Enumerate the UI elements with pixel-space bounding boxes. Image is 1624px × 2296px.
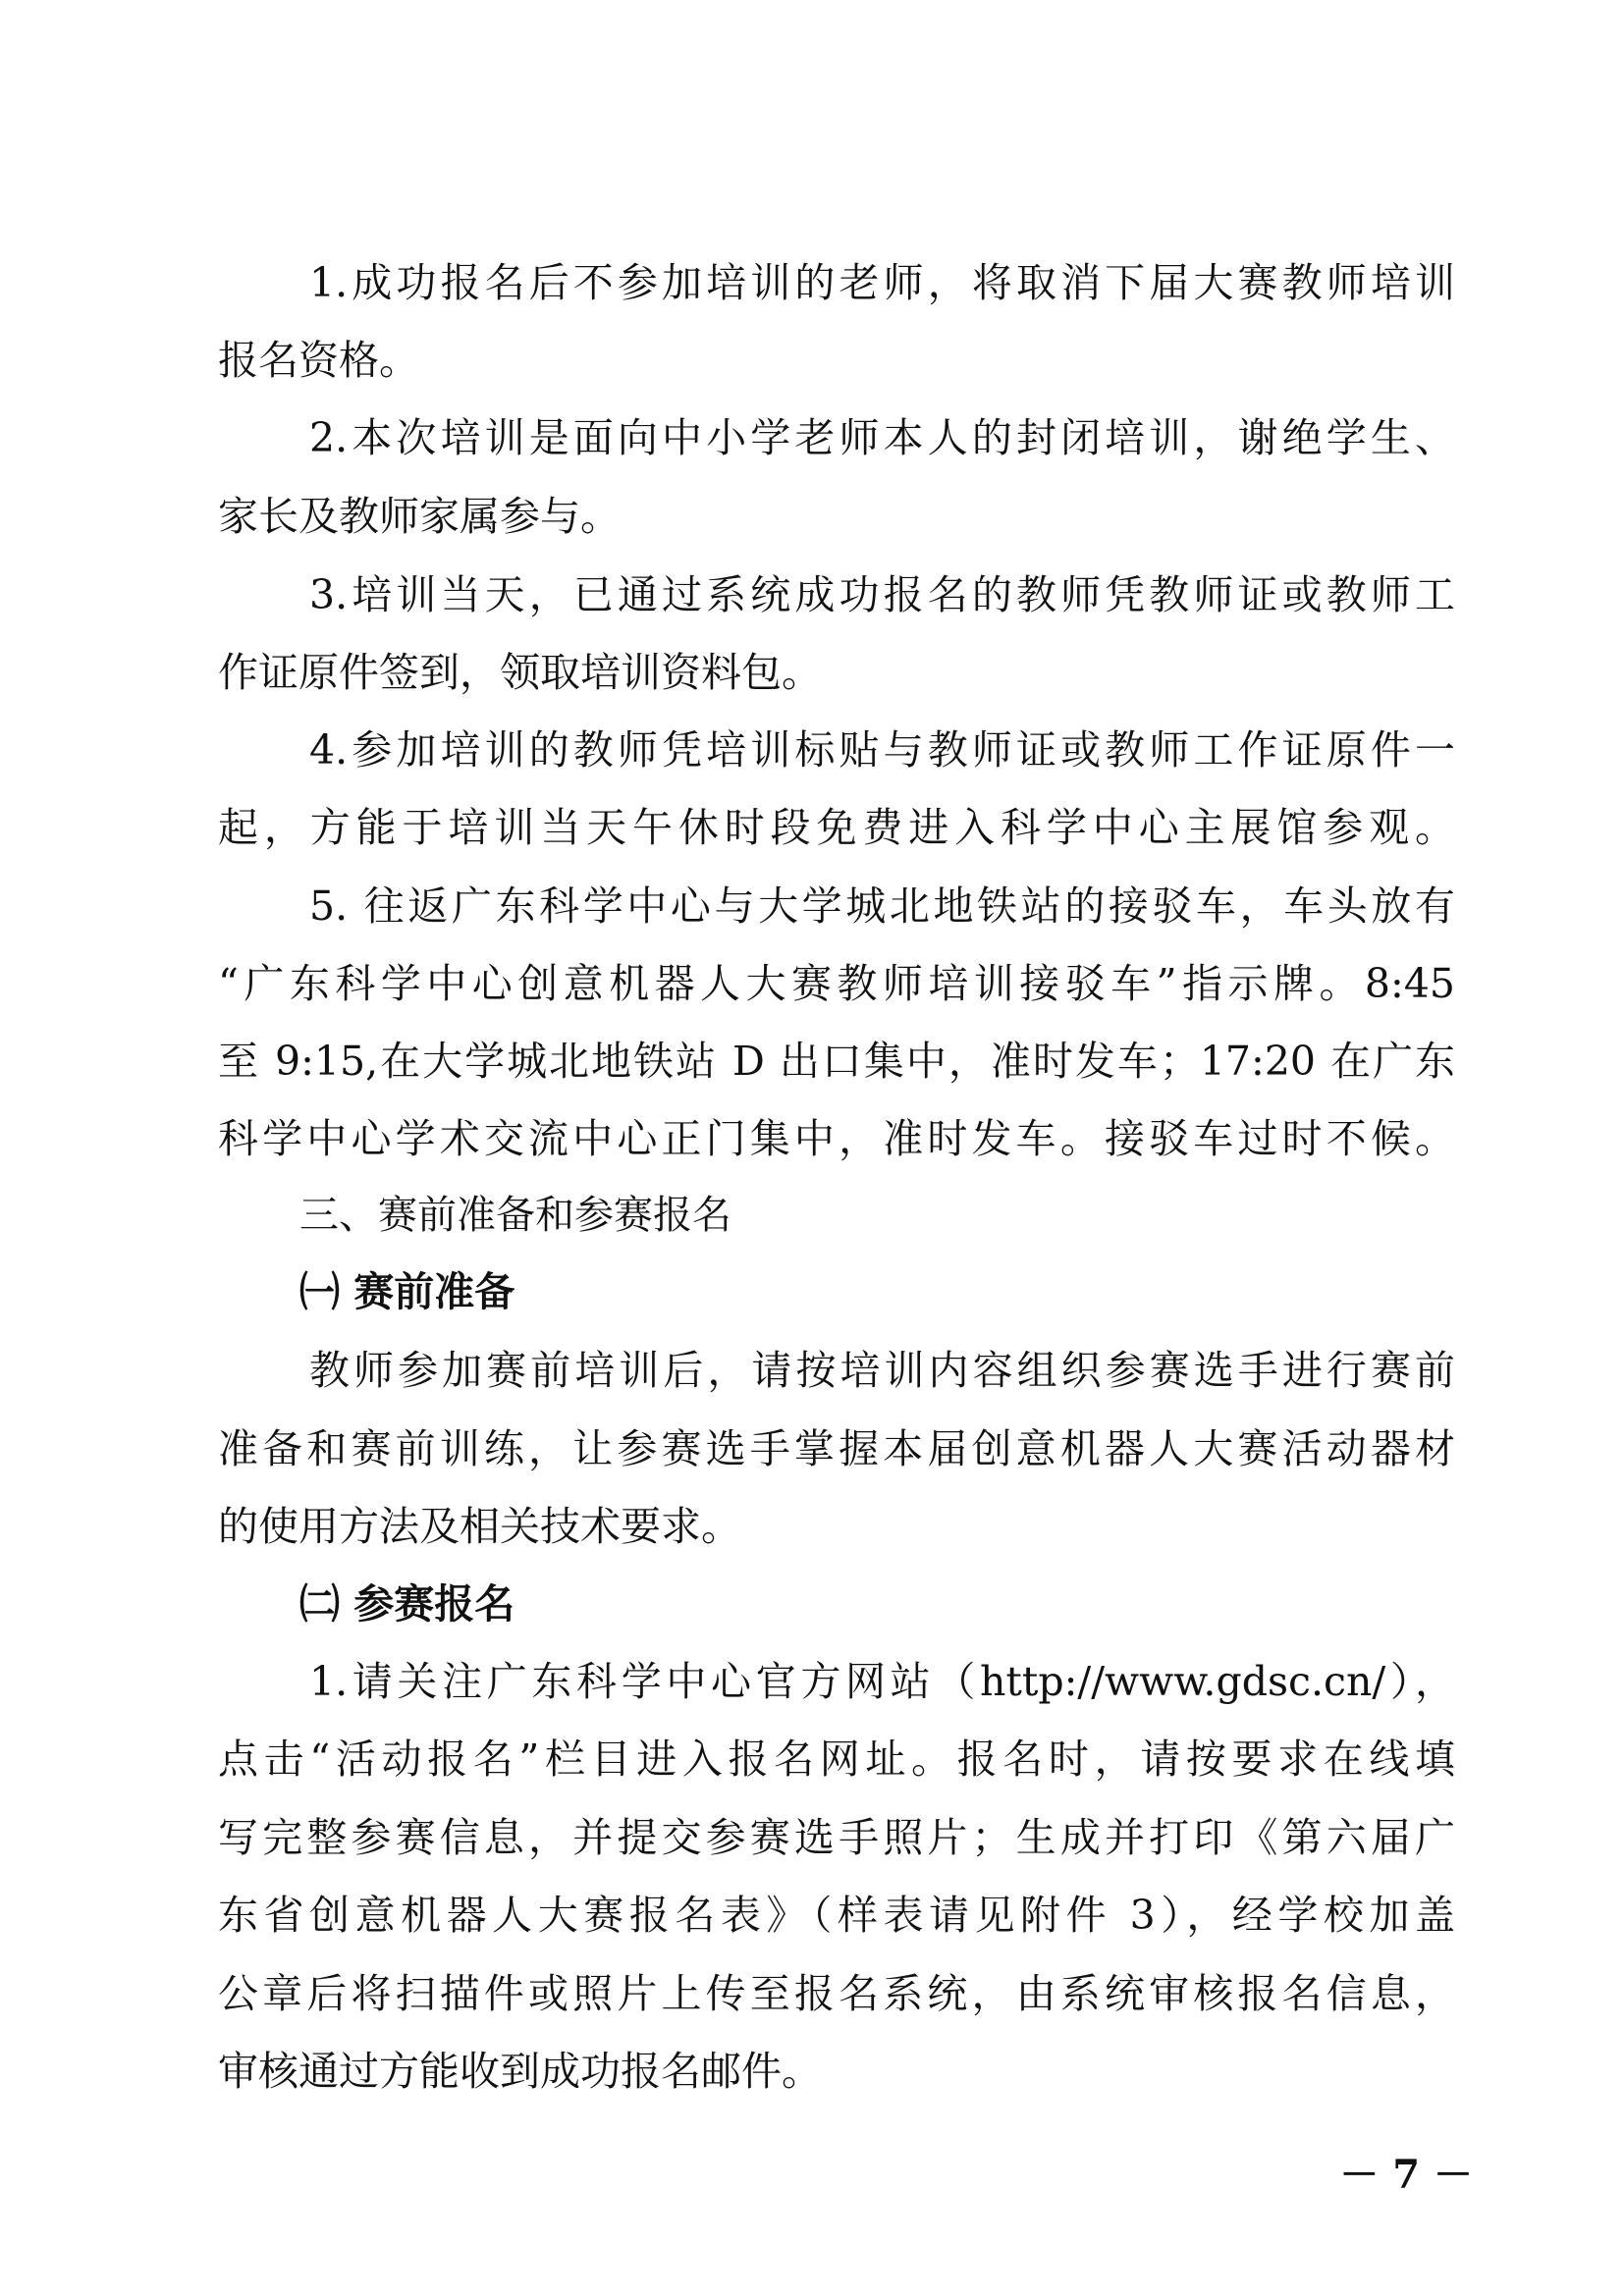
note-1-line-2: 报名资格。	[218, 337, 419, 384]
signup-line-2: 点击“活动报名”栏目进入报名网址。报名时，请按要求在线填	[218, 1735, 1455, 1783]
note-5-line-3: 至 9:15,在大学城北地铁站 D 出口集中，准时发车；17:20 在广东	[218, 1038, 1455, 1085]
page-number: － 7 －	[1339, 2152, 1473, 2198]
note-1-line-1: 1.成功报名后不参加培训的老师，将取消下届大赛教师培训	[309, 259, 1455, 306]
subsection-1-heading: ㈠ 赛前准备	[299, 1268, 515, 1315]
note-5-line-4: 科学中心学术交流中心正门集中，准时发车。接驳车过时不候。	[218, 1115, 1455, 1162]
note-4-line-1: 4.参加培训的教师凭培训标贴与教师证或教师工作证原件一	[309, 726, 1455, 774]
note-3-line-2: 作证原件签到，领取培训资料包。	[218, 649, 822, 696]
signup-line-4: 东省创意机器人大赛报名表》（样表请见附件 3），经学校加盖	[218, 1892, 1455, 1939]
signup-line-6: 审核通过方能收到成功报名邮件。	[218, 2048, 822, 2095]
prep-line-1: 教师参加赛前培训后，请按培训内容组织参赛选手进行赛前	[309, 1347, 1455, 1394]
signup-line-5: 公章后将扫描件或照片上传至报名系统，由系统审核报名信息，	[218, 1970, 1455, 2017]
prep-line-2: 准备和赛前训练，让参赛选手掌握本届创意机器人大赛活动器材	[218, 1425, 1455, 1472]
note-5-line-1: 5. 往返广东科学中心与大学城北地铁站的接驳车，车头放有	[309, 882, 1455, 930]
note-2-line-1: 2.本次培训是面向中小学老师本人的封闭培训，谢绝学生、	[309, 414, 1455, 461]
note-2-line-2: 家长及教师家属参与。	[218, 493, 621, 540]
signup-line-3: 写完整参赛信息，并提交参赛选手照片；生成并打印《第六届广	[218, 1814, 1455, 1861]
signup-line-1: 1.请关注广东科学中心官方网站（http://www.gdsc.cn/），	[309, 1658, 1455, 1705]
note-5-line-2: “广东科学中心创意机器人大赛教师培训接驳车”指示牌。8:45	[218, 960, 1455, 1007]
note-3-line-1: 3.培训当天，已通过系统成功报名的教师凭教师证或教师工	[309, 571, 1455, 618]
section-heading: 三、赛前准备和参赛报名	[299, 1193, 731, 1238]
prep-line-3: 的使用方法及相关技术要求。	[218, 1503, 741, 1550]
note-4-line-2: 起，方能于培训当天午休时段免费进入科学中心主展馆参观。	[218, 804, 1455, 851]
subsection-2-heading: ㈡ 参赛报名	[299, 1580, 515, 1628]
